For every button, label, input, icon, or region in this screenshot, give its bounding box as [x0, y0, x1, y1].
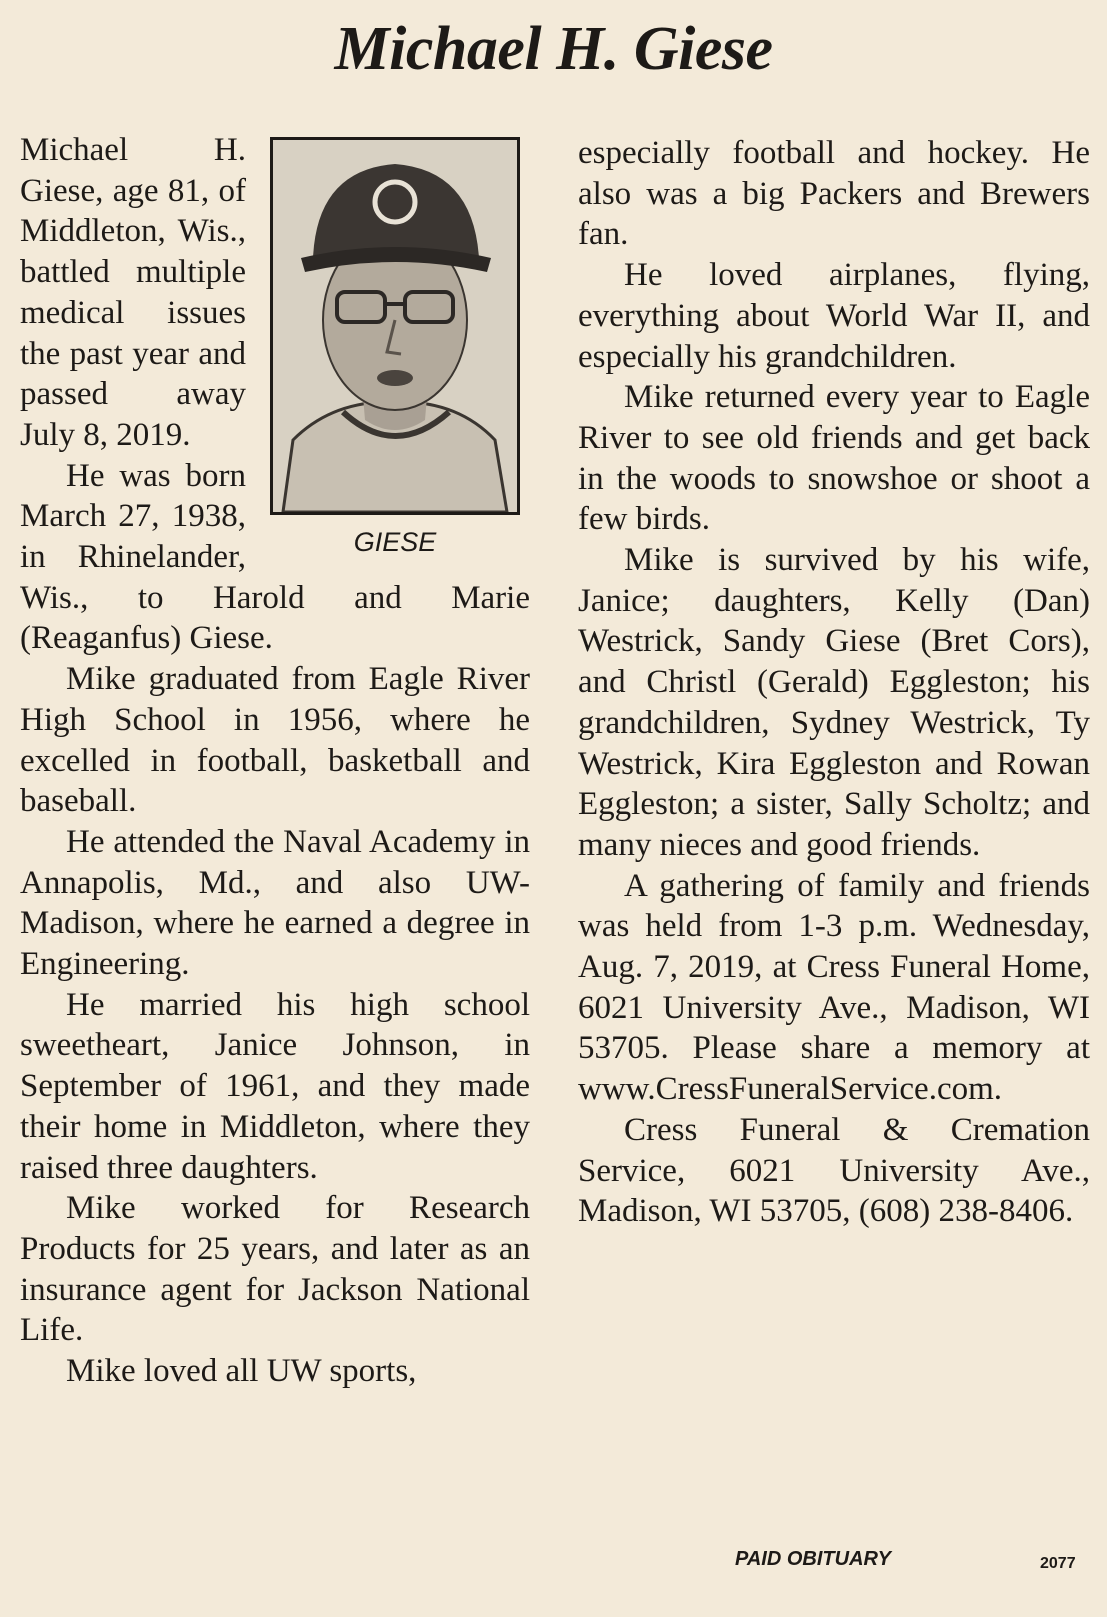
- paragraph: Michael H. Giese, age 81, of Middleton, Wis., battled multiple medical issues the past year and passed away July 8, 2019.: [20, 132, 246, 453]
- paragraph: He was born March 27, 1938, in Rhinelander, Wis., to Harold and Marie (Reaganfus) Giese.: [20, 457, 530, 657]
- portrait-photo-icon: [270, 137, 520, 515]
- paragraph: Mike returned every year to Eagle River to see old friends and get back in the woods to snowshoe or shoot a few birds.: [578, 379, 1090, 538]
- paragraph: He attended the Naval Academy in Annapolis, Md., and also UW-Madison, where he earned a degree in Engineering.: [20, 823, 530, 983]
- left-column: [20, 130, 530, 1392]
- obituary-title: Michael H. Giese: [334, 15, 773, 83]
- paragraph: A gathering of family and friends was held from 1-3 p.m. Wednesday, Aug. 7, 2019, at Cress Funeral Home, 6021 University Ave., Madison, WI 53705. Please share a memory at www.CressFuneralService.com.: [578, 867, 1090, 1108]
- paragraph: Mike is survived by his wife, Janice; daughters, Kelly (Dan) Westrick, Sandy Giese (Bret Cors), and Christl (Gerald) Eggleston; his grandchildren, Sydney Westrick, Ty Westrick, Kira Eggleston and Rowan Eggleston; a sister, Sally Scholtz; and many nieces and good friends.: [578, 542, 1090, 863]
- photo-caption: GIESE: [353, 527, 437, 557]
- paragraph: Mike graduated from Eagle River High School in 1956, where he excelled in football, basketball and baseball.: [20, 661, 530, 820]
- paragraph: Mike worked for Research Products for 25 years, and later as an insurance agent for Jackson National Life.: [20, 1190, 530, 1349]
- paragraph: He loved airplanes, flying, everything about World War II, and especially his grandchildren.: [578, 257, 1090, 375]
- photo-block: [270, 137, 530, 557]
- paragraph: Cress Funeral & Cremation Service, 6021 University Ave., Madison, WI 53705, (608) 238-8406.: [578, 1111, 1090, 1230]
- paid-obituary-label: PAID OBITUARY: [735, 1548, 891, 1570]
- paragraph: especially football and hockey. He also was a big Packers and Brewers fan.: [578, 135, 1090, 253]
- paragraph: He married his high school sweetheart, Janice Johnson, in September of 1961, and they made their home in Middleton, where they raised three daughters.: [20, 986, 530, 1186]
- paragraph: Mike loved all UW sports,: [66, 1353, 417, 1390]
- right-column: [578, 133, 1090, 1232]
- ad-number: 2077: [1040, 1555, 1076, 1572]
